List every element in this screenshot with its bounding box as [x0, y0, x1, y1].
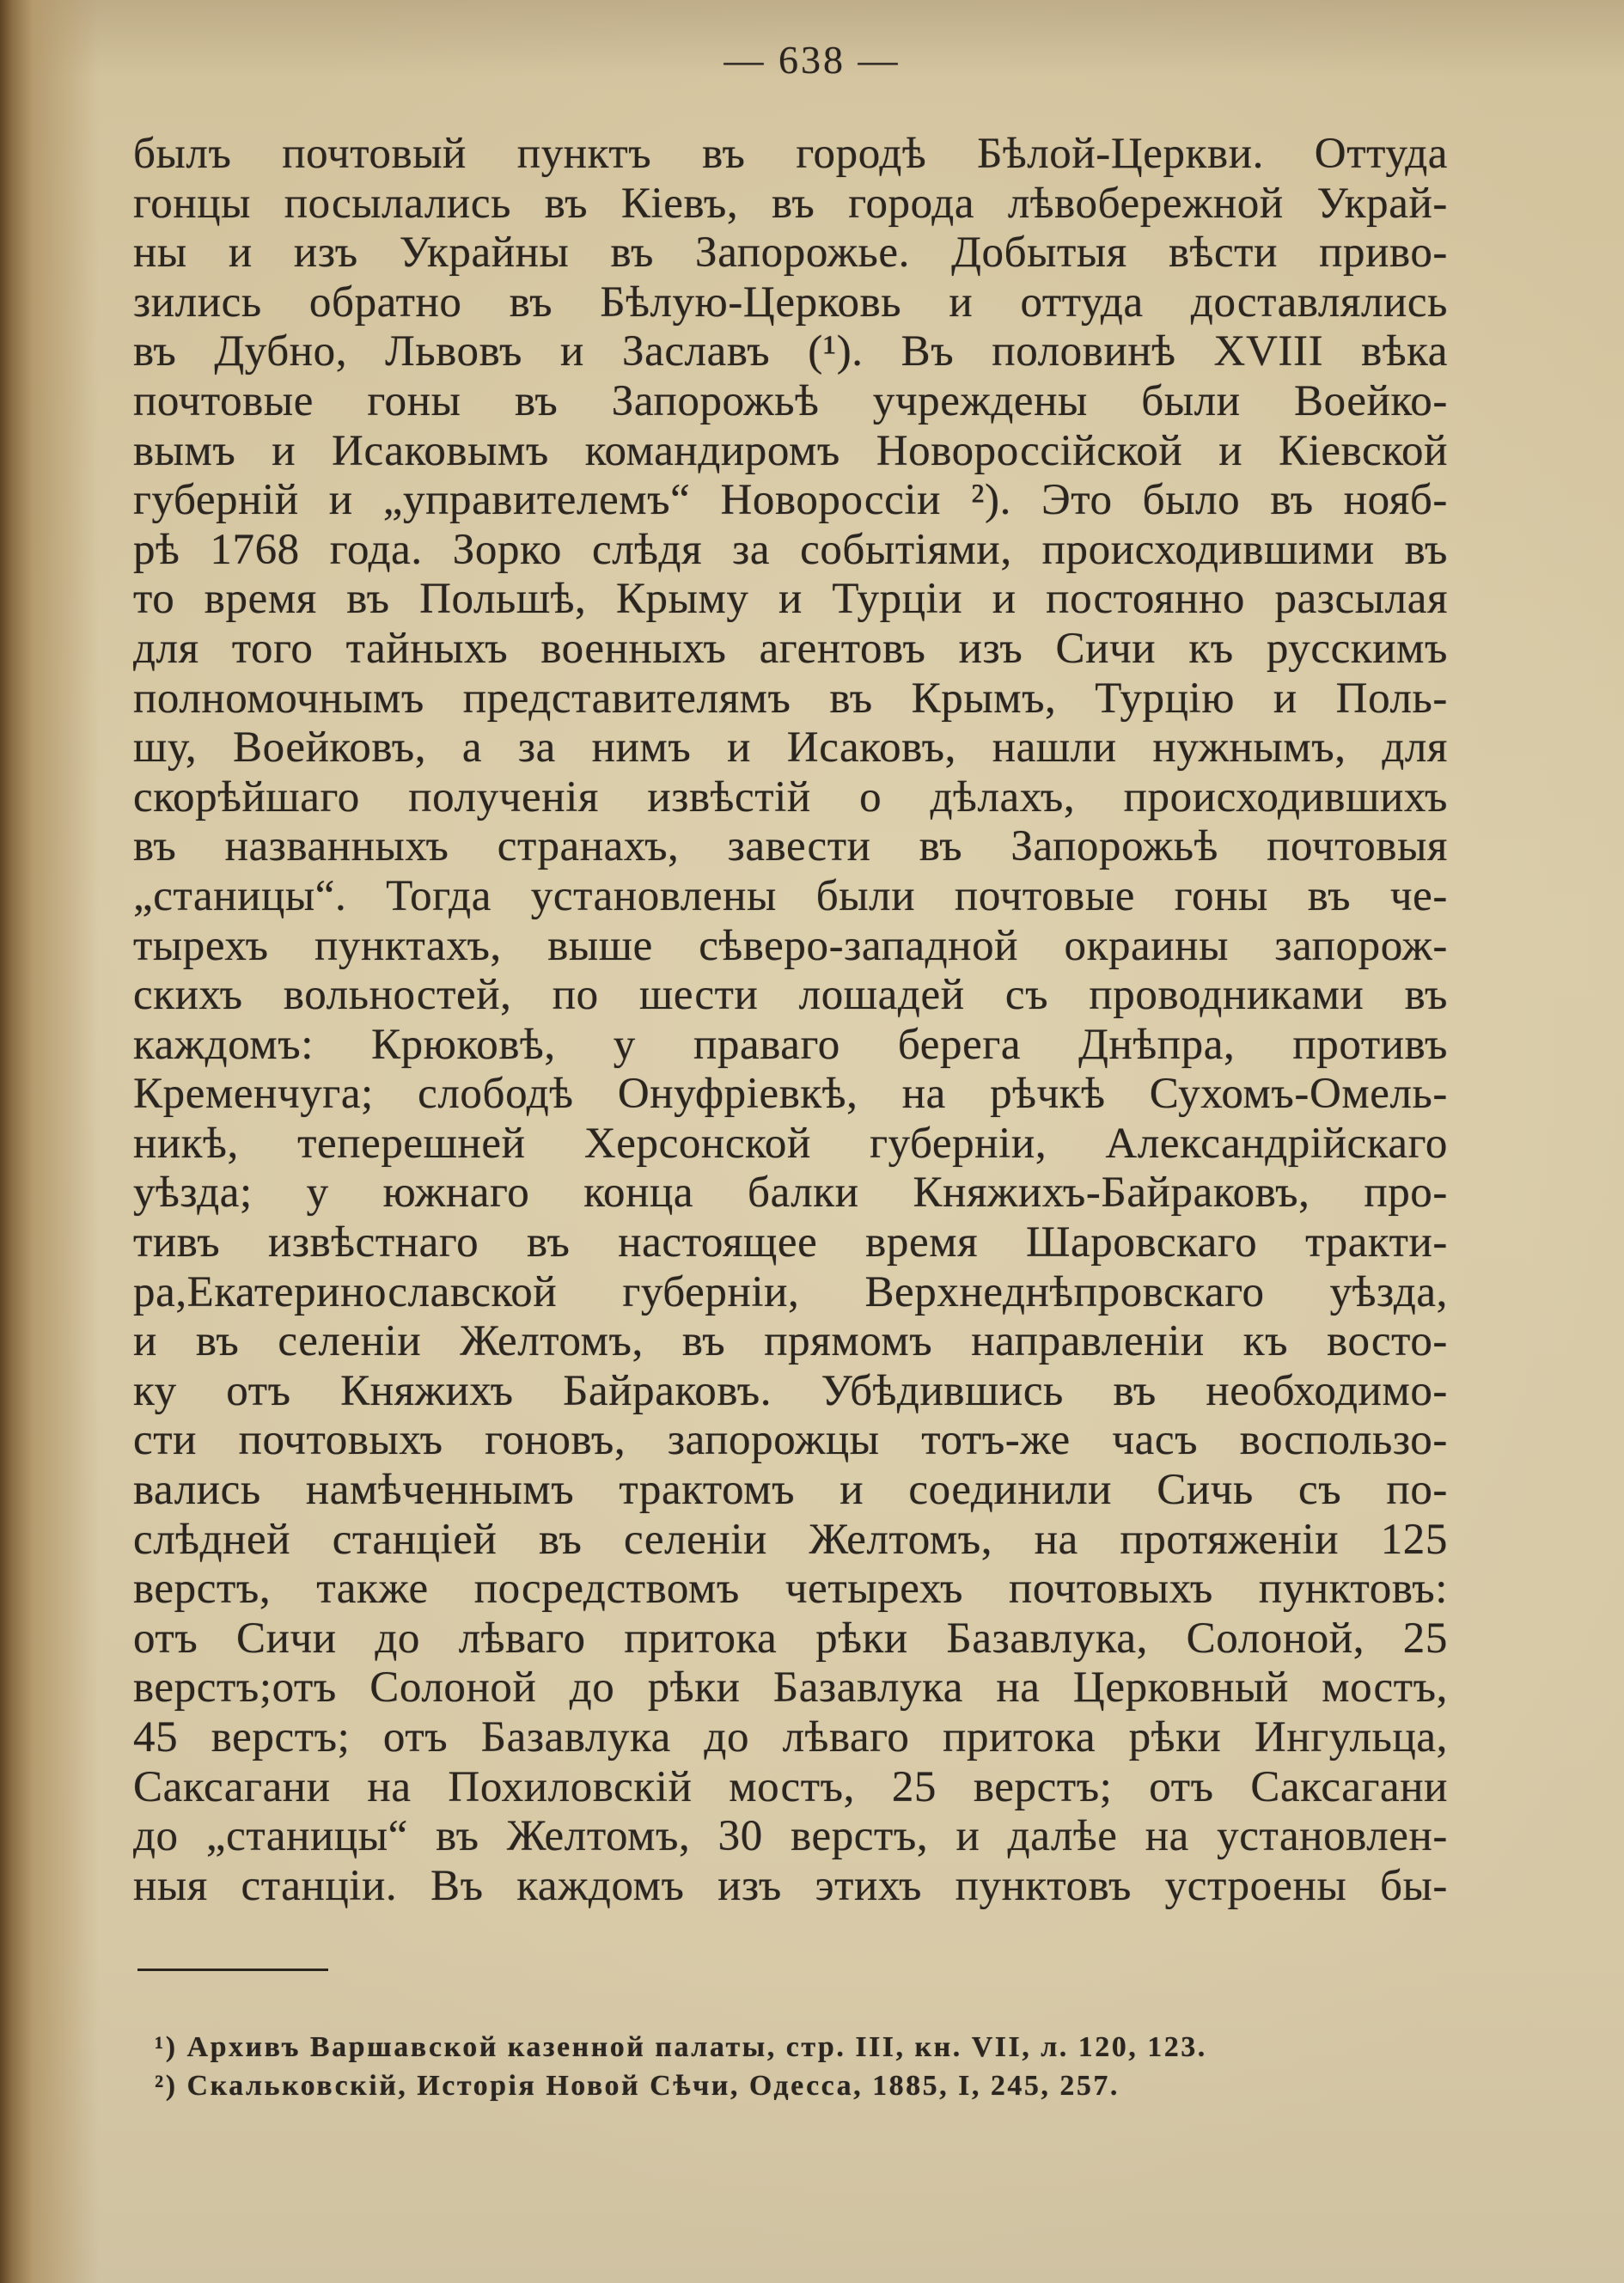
text-line: сти почтовыхъ гоновъ, запорожцы тотъ-же часъ воспользо-: [133, 1416, 1448, 1465]
text-line: для того тайныхъ военныхъ агентовъ изъ Сичи къ русскимъ: [133, 624, 1448, 673]
text-line: вались намѣченнымъ трактомъ и соединили Сичь съ по-: [133, 1466, 1448, 1515]
text-line: рѣ 1768 года. Зорко слѣдя за событіями, происходившими въ: [133, 525, 1448, 574]
text-line: тивъ извѣстнаго въ настоящее время Шаровскаго тракти-: [133, 1218, 1448, 1267]
text-line: отъ Сичи до лѣваго притока рѣки Базавлука, Солоной, 25: [133, 1614, 1448, 1663]
footnote-2: ²) Скальковскій, Исторія Новой Сѣчи, Одесса, 1885, I, 245, 257.: [155, 2070, 1120, 2102]
text-line: скорѣйшаго полученія извѣстій о дѣлахъ, происходившихъ: [133, 772, 1448, 821]
footnotes: [155, 2028, 1444, 2105]
text-line: въ названныхъ странахъ, завести въ Запорожьѣ почтовыя: [133, 822, 1448, 871]
text-line: верстъ, также посредствомъ четырехъ почтовыхъ пунктовъ:: [133, 1565, 1448, 1614]
text-line: Кременчуга; слободѣ Онуфріевкѣ, на рѣчкѣ Сухомъ-Омель-: [133, 1070, 1448, 1119]
text-line: 45 верстъ; отъ Базавлука до лѣваго притока рѣки Ингульца,: [133, 1713, 1448, 1761]
text-line: губерній и „управителемъ“ Новороссіи ²). Это было въ нояб-: [133, 476, 1448, 525]
footnote-1: ¹) Архивъ Варшавской казенной палаты, стр. III, кн. VII, л. 120, 123.: [155, 2031, 1207, 2063]
text-line: ку отъ Княжихъ Байраковъ. Убѣдившись въ необходимо-: [133, 1366, 1448, 1415]
text-line: былъ почтовый пунктъ въ городѣ Бѣлой-Церкви. Оттуда: [133, 130, 1448, 178]
text-line: „станицы“. Тогда установлены были почтовые гоны въ че-: [133, 871, 1448, 920]
text-line: почтовые гоны въ Запорожьѣ учреждены были Воейко-: [133, 376, 1448, 425]
text-line: до „станицы“ въ Желтомъ, 30 верстъ, и далѣе на установлен-: [133, 1812, 1448, 1861]
text-line: каждомъ: Крюковѣ, у праваго берега Днѣпра, противъ: [133, 1020, 1448, 1069]
text-line: зились обратно въ Бѣлую-Церковь и оттуда доставлялись: [133, 278, 1448, 327]
text-line: ныя станціи. Въ каждомъ изъ этихъ пунктовъ устроены бы-: [133, 1861, 1448, 1910]
text-line: ра,Екатеринославской губерніи, Верхнеднѣпровскаго уѣзда,: [133, 1267, 1448, 1316]
text-line: и въ селеніи Желтомъ, въ прямомъ направленіи къ восто-: [133, 1317, 1448, 1366]
text-line: никѣ, теперешней Херсонской губерніи, Александрійскаго: [133, 1119, 1448, 1168]
footnote-rule: [137, 1969, 328, 1971]
text-line: тырехъ пунктахъ, выше сѣверо-западной окраины запорож-: [133, 921, 1448, 970]
text-line: въ Дубно, Львовъ и Заславъ (¹). Въ половинѣ XVIII вѣка: [133, 327, 1448, 376]
page-number: — 638 —: [723, 38, 901, 82]
text-line: то время въ Польшѣ, Крыму и Турціи и постоянно разсылая: [133, 575, 1448, 624]
text-line: вымъ и Исаковымъ командиромъ Новороссійской и Кіевской: [133, 426, 1448, 475]
text-line: Саксагани на Похиловскій мостъ, 25 верстъ; отъ Саксагани: [133, 1762, 1448, 1811]
text-line: гонцы посылались въ Кіевъ, въ города лѣвобережной Украй-: [133, 179, 1448, 228]
body-text: [133, 130, 1448, 1911]
text-line: уѣзда; у южнаго конца балки Княжихъ-Байраковъ, про-: [133, 1169, 1448, 1218]
text-line: полномочнымъ представителямъ въ Крымъ, Турцію и Поль-: [133, 674, 1448, 723]
text-line: ны и изъ Украйны въ Запорожье. Добытыя вѣсти приво-: [133, 229, 1448, 278]
text-line: верстъ;отъ Солоной до рѣки Базавлука на Церковный мостъ,: [133, 1663, 1448, 1712]
text-line: шу, Воейковъ, а за нимъ и Исаковъ, нашли нужнымъ, для: [133, 723, 1448, 772]
text-line: скихъ вольностей, по шести лошадей съ проводниками въ: [133, 971, 1448, 1020]
text-line: слѣдней станціей въ селеніи Желтомъ, на протяженіи 125: [133, 1515, 1448, 1564]
